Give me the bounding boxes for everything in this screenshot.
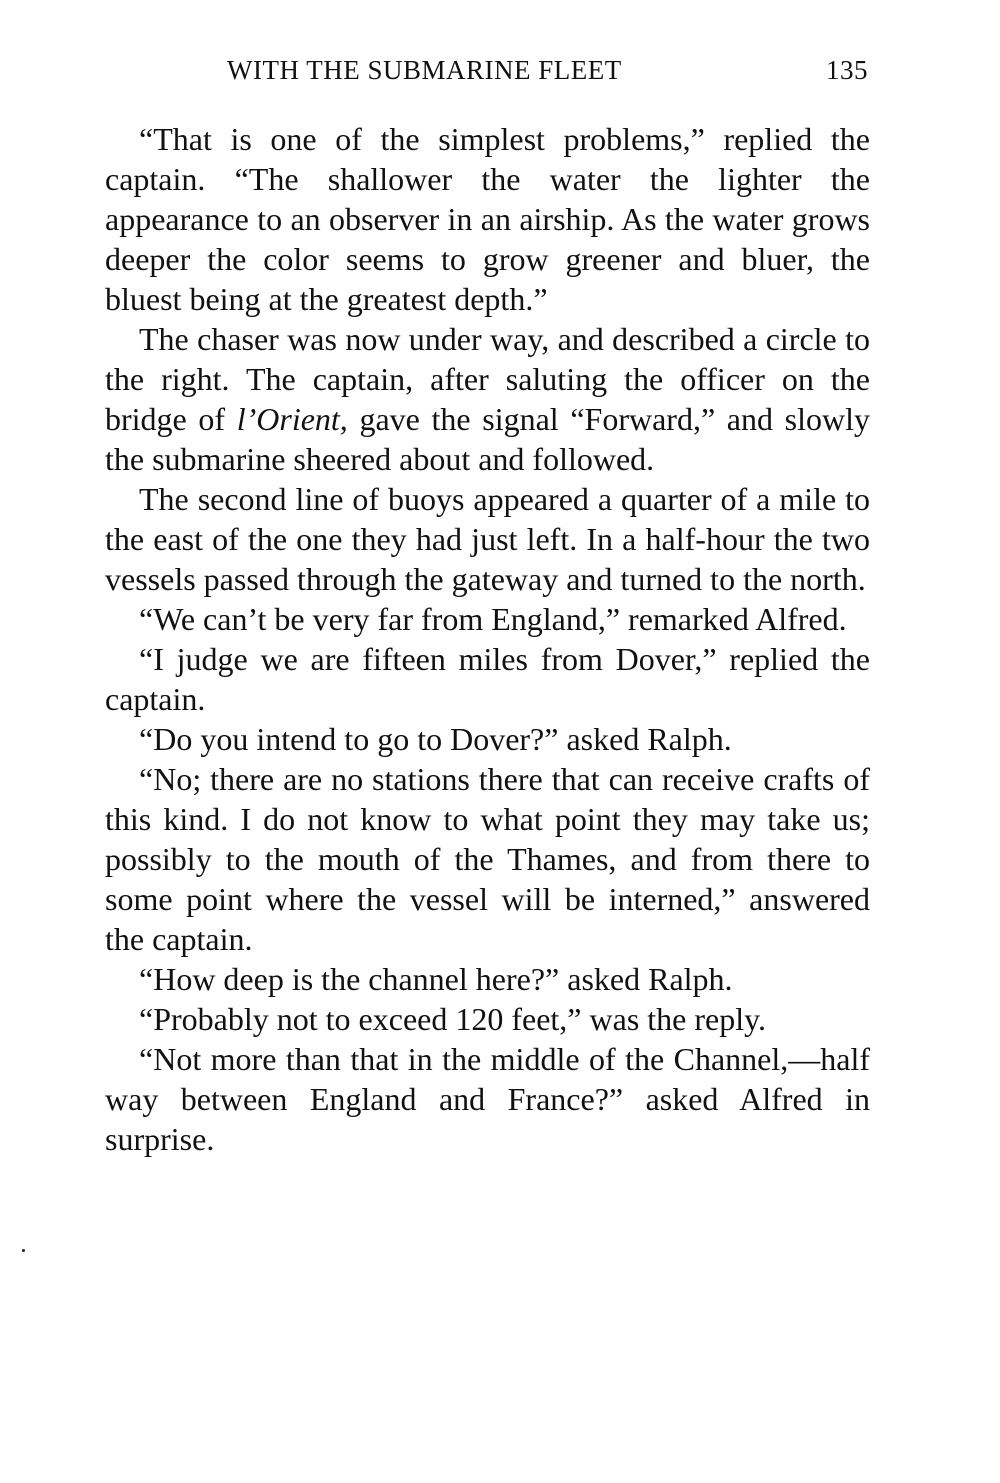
running-title: WITH THE SUBMARINE FLEET (227, 55, 622, 85)
paragraph-6: “Do you intend to go to Dover?” asked Ralph. (139, 721, 732, 757)
paragraph-2 (105, 319, 870, 479)
ship-name-italic: l’Orient, (236, 401, 348, 437)
paragraph-7: “No; there are no stations there that can receive crafts of this kind. I do not know to what point they may take us; possibly to the mouth of the Thames, and from there to some point where the vessel will be interned,” answered the captain. (105, 761, 870, 957)
paragraph-2-text-after: gave the signal “Forward,” and slowly the submarine sheered about and followed. (105, 401, 870, 477)
body-text (105, 119, 870, 1159)
paragraph-4: “We can’t be very far from England,” remarked Alfred. (139, 601, 847, 637)
page-number: 135 (826, 55, 868, 85)
running-header (105, 55, 870, 95)
paragraph-8: “How deep is the channel here?” asked Ralph. (139, 961, 733, 997)
book-page (105, 55, 870, 1159)
paragraph-1: “That is one of the simplest problems,” replied the captain. “The shallower the water the lighter the appearance to an observer in an airship. As the water grows deeper the color seems to grow greener and bluer, the bluest being at the greatest depth.” (105, 121, 870, 317)
ink-speck (22, 1249, 25, 1252)
paragraph-10: “Not more than that in the middle of the Channel,—half way between England and France?” asked Alfred in surprise. (105, 1041, 870, 1157)
paragraph-2-text-before: The chaser was now under way, and described a circle to the right. The captain, after saluting the officer on the bridge of (105, 321, 870, 437)
paragraph-3: The second line of buoys appeared a quarter of a mile to the east of the one they had just left. In a half-hour the two vessels passed through the gateway and turned to the north. (105, 481, 870, 597)
paragraph-9: “Probably not to exceed 120 feet,” was the reply. (139, 1001, 767, 1037)
paragraph-5: “I judge we are fifteen miles from Dover,” replied the captain. (105, 641, 870, 717)
